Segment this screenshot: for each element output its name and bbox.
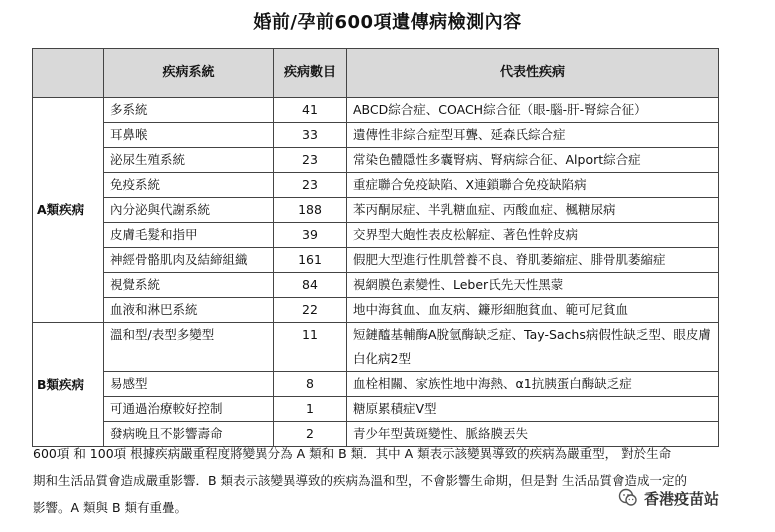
watermark	[618, 487, 719, 509]
count-cell: 161	[274, 248, 347, 273]
table-row	[33, 298, 719, 323]
table-row	[33, 323, 719, 372]
header-system: 疾病系統	[104, 49, 274, 98]
count-cell: 33	[274, 123, 347, 148]
footnote-line: 600項 和 100項 根據疾病嚴重程度將變異分為 A 類和 B 類．其中 A 類表示該變異導致的疾病為嚴重型， 對於生命	[33, 446, 672, 461]
count-cell: 11	[274, 323, 347, 372]
diseases-cell: 交界型大皰性表皮松解症、著色性幹皮病	[347, 223, 719, 248]
count-cell: 41	[274, 98, 347, 123]
table-row	[33, 123, 719, 148]
diseases-cell: 血栓相關、家族性地中海熱、α1抗胰蛋白酶缺乏症	[347, 372, 719, 397]
diseases-cell: 假肥大型進行性肌營養不良、脊肌萎縮症、腓骨肌萎縮症	[347, 248, 719, 273]
count-cell: 8	[274, 372, 347, 397]
footnote-line: 期和生活品質會造成嚴重影響．B 類表示該變異導致的疾病為溫和型，不會影響生命期，但是對 生活品質會造成一定的	[33, 473, 688, 488]
count-cell: 84	[274, 273, 347, 298]
system-cell: 溫和型/表型多變型	[104, 323, 274, 372]
diseases-cell: 苯丙酮尿症、半乳糖血症、丙酸血症、楓糖尿病	[347, 198, 719, 223]
table-header-row	[33, 49, 719, 98]
table-row	[33, 223, 719, 248]
table-row	[33, 372, 719, 397]
count-cell: 1	[274, 397, 347, 422]
diseases-cell: 短鏈醯基輔酶A脫氫酶缺乏症、Tay-Sachs病假性缺乏型、眼皮膚白化病2型	[347, 323, 719, 372]
system-cell: 耳鼻喉	[104, 123, 274, 148]
system-cell: 內分泌與代謝系統	[104, 198, 274, 223]
system-cell: 易感型	[104, 372, 274, 397]
table-row	[33, 98, 719, 123]
table-row	[33, 173, 719, 198]
system-cell: 免疫系統	[104, 173, 274, 198]
system-cell: 多系統	[104, 98, 274, 123]
table-row	[33, 148, 719, 173]
system-cell: 泌尿生殖系統	[104, 148, 274, 173]
diseases-cell: 常染色體隱性多囊腎病、腎病綜合征、Alport綜合症	[347, 148, 719, 173]
count-cell: 22	[274, 298, 347, 323]
system-cell: 神經骨骼肌肉及結締組織	[104, 248, 274, 273]
genetic-test-table	[32, 48, 719, 447]
footnote-line: 影響。A 類與 B 類有重疊。	[33, 500, 188, 515]
wechat-logo-icon	[618, 488, 638, 508]
table-row	[33, 397, 719, 422]
system-cell: 發病晚且不影響壽命	[104, 422, 274, 447]
diseases-cell: 地中海貧血、血友病、鐮形細胞貧血、範可尼貧血	[347, 298, 719, 323]
group-label-b: B類疾病	[33, 323, 104, 447]
header-diseases: 代表性疾病	[347, 49, 719, 98]
page-title: 婚前/孕前600項遺傳病檢測內容	[253, 12, 522, 33]
system-cell: 皮膚毛髮和指甲	[104, 223, 274, 248]
table-row	[33, 198, 719, 223]
header-blank	[33, 49, 104, 98]
count-cell: 39	[274, 223, 347, 248]
table-row	[33, 273, 719, 298]
count-cell: 23	[274, 173, 347, 198]
system-cell: 可通過治療較好控制	[104, 397, 274, 422]
table-row	[33, 248, 719, 273]
system-cell: 血液和淋巴系統	[104, 298, 274, 323]
count-cell: 2	[274, 422, 347, 447]
header-count: 疾病數目	[274, 49, 347, 98]
diseases-cell: 遺傳性非綜合症型耳聾、延森氏綜合症	[347, 123, 719, 148]
watermark-text: 香港疫苗站	[644, 489, 720, 508]
count-cell: 23	[274, 148, 347, 173]
diseases-cell: 青少年型黃斑變性、脈絡膜丟失	[347, 422, 719, 447]
group-label-a: A類疾病	[33, 98, 104, 323]
count-cell: 188	[274, 198, 347, 223]
diseases-cell: 糖原累積症V型	[347, 397, 719, 422]
diseases-cell: ABCD綜合症、COACH綜合征（眼-腦-肝-腎綜合征）	[347, 98, 719, 123]
diseases-cell: 視網膜色素變性、Leber氏先天性黑蒙	[347, 273, 719, 298]
diseases-cell: 重症聯合免疫缺陷、X連鎖聯合免疫缺陷病	[347, 173, 719, 198]
system-cell: 視覺系統	[104, 273, 274, 298]
